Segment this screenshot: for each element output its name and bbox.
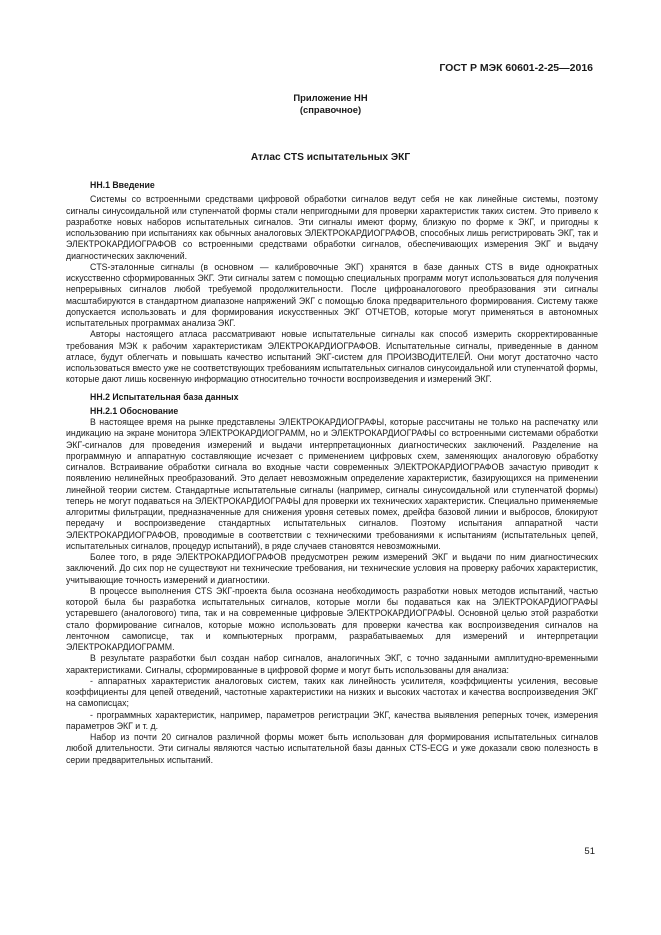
document-body bbox=[66, 180, 598, 766]
annex-note: (справочное) bbox=[299, 104, 362, 115]
paragraph: Набор из почти 20 сигналов различной формы может быть использован для формирования испытательных сигналов любой длительности. Эти сигналы являются частью испытательной базы данных CTS-ECG и уже доказали свою полезность в серии предварительных испытаний. bbox=[66, 732, 598, 765]
subsection-heading: НН.2.1 Обоснование bbox=[90, 405, 179, 416]
section-heading: НН.1 Введение bbox=[90, 180, 155, 190]
page-number: 51 bbox=[584, 846, 595, 857]
paragraph: Авторы настоящего атласа рассматривают новые испытательные сигналы как способ измерить скорректированные требования МЭК к рабочим характеристикам ЭЛЕКТРОКАРДИОГРАФОВ. Испытательные сигналы, приведенные в данном атласе, будут облегчать и повышать качество испытаний ЭКГ-систем для ПРОИЗВОДИТЕЛЕЙ. Они могут достаточно часто использоваться вместо уже не соответствующих требованиям испытательных сигналов синусоидальной или ступенчатой формы, которые дают лишь косвенную информацию относительно точности воспроизведения и измерений ЭКГ. bbox=[66, 329, 598, 385]
section-heading: НН.2 Испытательная база данных bbox=[90, 391, 239, 402]
paragraph: Системы со встроенными средствами цифровой обработки сигналов ведут себя не как линейные системы, поэтому сигналы синусоидальной или ступенчатой формы стали непригодными для проверки характеристик таких систем. Это привело к разработке новых наборов испытательных сигналов. Эти сигналы имеют форму, близкую по форме к ЭКГ, и пригодны к использованию при испытаниях как обычных аналоговых ЭЛЕКТРОКАРДИОГРАФОВ, способных лишь регистрировать ЭКГ, так и ЭЛЕКТРОКАРДИОГРАФОВ со встроенными средствами обработки сигналов, обеспечивающих измерения ЭКГ и выдачу диагностических заключений. bbox=[66, 194, 598, 261]
paragraph: В настоящее время на рынке представлены ЭЛЕКТРОКАРДИОГРАФЫ, которые рассчитаны не только на распечатку или индикацию на экране монитора ЭЛЕКТРОКАРДИОГРАММ, но и ЭЛЕКТРОКАРДИОГРАФЫ со встроенными системами обработки ЭКГ-сигналов для проведения измерений и выдачи интерпретационных диагностических заключений. Разделение на программную и аппаратную составляющие исчезает с применением цифровых схем, заменяющих аналоговую обработку сигналов. Встраивание обработки сигнала во входные части современных ЭЛЕКТРОКАРДИОГРАФОВ зачастую приводит к появлению нелинейных преобразований. Это делает невозможным определение характеристик, базирующихся на применении линейной теории систем. Стандартные испытательные сигналы (например, сигналы синусоидальной или ступенчатой формы) теперь не могут подаваться на ЭЛЕКТРОКАРДИОГРАФЫ для проверки их технических характеристик. Специально применяемые алгоритмы фильтрации, предназначенные для снижения уровня сетевых помех, дрейфа базовой линии и выбросов, блокируют передачу и воспроизведение стандартных испытательных сигналов. Поэтому испытания аппаратной части ЭЛЕКТРОКАРДИОГРАФОВ, проводимые в соответствии с техническими требованиями к испытаниям (испытательных цепей, испытательных сигналов, процедур испытаний), в ряде случаев становятся невозможными. bbox=[66, 417, 598, 551]
document-code: ГОСТ Р МЭК 60601-2-25—2016 bbox=[439, 62, 593, 74]
paragraph: В процессе выполнения CTS ЭКГ-проекта была осознана необходимость разработки новых методов испытаний, частью которой была бы разработка испытательных сигналов, которые могли бы подаваться как на ЭЛЕКТРОКАРДИОГРАФЫ устаревшего (аналогового) типа, так и на современные цифровые ЭЛЕКТРОКАРДИОГРАФЫ. Основной целью этой разработки стало формирование сигналов, которые можно использовать для проверки качества как воспроизведения сигналов на ленточном самописце, так и компьютерных программ, разрабатываемых для измерений и интерпретации ЭЛЕКТРОКАРДИОГРАММ. bbox=[66, 585, 598, 652]
paragraph: CTS-эталонные сигналы (в основном — калибровочные ЭКГ) хранятся в базе данных CTS в виде однократных искусственно сформированных ЭКГ. Эти сигналы затем с помощью специальных программ могут использоваться для получения непрерывных сигналов любой требуемой продолжительности. После цифроаналогового преобразования эти сигналы масштабируются в стандартном диапазоне напряжений ЭКГ с помощью блока предварительного формирования. Систему также допускается использовать и для формирования искусственных ЭКГ ОТЧЕТОВ, которые могут применяться в автономных испытательных программах анализа ЭКГ. bbox=[66, 261, 598, 328]
paragraph: В результате разработки был создан набор сигналов, аналогичных ЭКГ, с точно заданными амплитудно-временными характеристиками. Сигналы, сформированные в цифровой форме и могут быть использованы для анализа: bbox=[66, 653, 598, 675]
list-item: - аппаратных характеристик аналоговых систем, таких как линейность усилителя, коэффициенты усиления, весовые коэффициенты для цепей отведений, частотные характеристики на низких и высоких частотах и качества воспроизведения ЭКГ на самописцах; bbox=[66, 675, 598, 709]
list-item: - программных характеристик, например, параметров регистрации ЭКГ, качества выявления реперных точек, измерения параметров ЭКГ и т. д. bbox=[66, 709, 598, 731]
annex-heading bbox=[0, 92, 661, 116]
paragraph: Более того, в ряде ЭЛЕКТРОКАРДИОГРАФОВ предусмотрен режим измерений ЭКГ и выдачи по ним диагностических заключений. До сих пор не существуют ни технические требования, ни технические условия на проверку рабочих характеристик, учитывающие точность измерений и диагностики. bbox=[66, 552, 598, 585]
annex-name: Приложение НН bbox=[293, 92, 368, 103]
page-title: Атлас CTS испытательных ЭКГ bbox=[250, 152, 411, 163]
